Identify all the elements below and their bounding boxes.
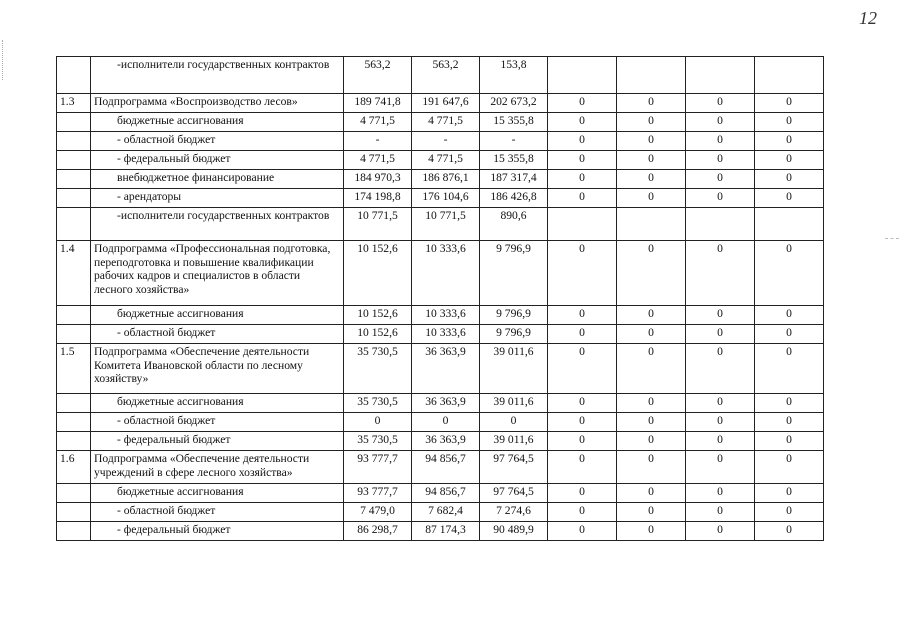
row-number: 1.4 [57, 241, 91, 306]
table-row [57, 394, 824, 413]
zero-cell: 0 [686, 413, 755, 432]
row-number [57, 170, 91, 189]
amount-cell: 184 970,3 [344, 170, 412, 189]
zero-cell: 0 [548, 132, 617, 151]
amount-cell: 10 333,6 [412, 306, 480, 325]
row-title: - областной бюджет [91, 503, 344, 522]
amount-cell: 10 333,6 [412, 325, 480, 344]
zero-cell: 0 [617, 170, 686, 189]
zero-cell: 0 [755, 241, 824, 306]
amount-cell: 10 152,6 [344, 306, 412, 325]
zero-cell: 0 [686, 503, 755, 522]
row-title: - арендаторы [91, 189, 344, 208]
amount-cell: 9 796,9 [480, 325, 548, 344]
amount-cell: 9 796,9 [480, 306, 548, 325]
zero-cell: 0 [755, 484, 824, 503]
row-number [57, 432, 91, 451]
amount-cell: 94 856,7 [412, 484, 480, 503]
zero-cell: 0 [686, 94, 755, 113]
zero-cell: 0 [755, 113, 824, 132]
amount-cell: - [480, 132, 548, 151]
amount-cell: 189 741,8 [344, 94, 412, 113]
zero-cell [755, 57, 824, 94]
row-number [57, 484, 91, 503]
row-title: - областной бюджет [91, 413, 344, 432]
amount-cell: 39 011,6 [480, 394, 548, 413]
amount-cell: 93 777,7 [344, 484, 412, 503]
zero-cell [755, 208, 824, 241]
row-title: -исполнители государственных контрактов [91, 208, 344, 241]
zero-cell: 0 [617, 132, 686, 151]
amount-cell: 10 771,5 [412, 208, 480, 241]
amount-cell: 97 764,5 [480, 451, 548, 484]
zero-cell [617, 208, 686, 241]
amount-cell: 0 [480, 413, 548, 432]
zero-cell: 0 [755, 306, 824, 325]
zero-cell: 0 [755, 394, 824, 413]
row-number [57, 394, 91, 413]
zero-cell: 0 [548, 94, 617, 113]
amount-cell: 186 426,8 [480, 189, 548, 208]
zero-cell: 0 [755, 325, 824, 344]
zero-cell: 0 [617, 325, 686, 344]
scan-edge-mark-right [885, 238, 899, 239]
zero-cell: 0 [686, 451, 755, 484]
zero-cell: 0 [548, 344, 617, 394]
scan-edge-mark [2, 40, 5, 80]
zero-cell: 0 [686, 344, 755, 394]
zero-cell: 0 [617, 522, 686, 541]
amount-cell: 36 363,9 [412, 432, 480, 451]
amount-cell: 10 152,6 [344, 241, 412, 306]
zero-cell: 0 [548, 325, 617, 344]
zero-cell: 0 [686, 325, 755, 344]
table-row [57, 413, 824, 432]
amount-cell: 187 317,4 [480, 170, 548, 189]
zero-cell: 0 [548, 189, 617, 208]
amount-cell: 4 771,5 [412, 113, 480, 132]
zero-cell: 0 [686, 189, 755, 208]
zero-cell: 0 [617, 451, 686, 484]
zero-cell: 0 [617, 189, 686, 208]
zero-cell: 0 [548, 113, 617, 132]
row-number [57, 189, 91, 208]
row-title: бюджетные ассигнования [91, 484, 344, 503]
row-title: -исполнители государственных контрактов [91, 57, 344, 94]
zero-cell [548, 57, 617, 94]
page-number: 12 [859, 8, 877, 28]
table-row [57, 325, 824, 344]
zero-cell: 0 [686, 113, 755, 132]
row-number [57, 57, 91, 94]
table-row [57, 241, 824, 306]
amount-cell: 4 771,5 [412, 151, 480, 170]
amount-cell: 10 771,5 [344, 208, 412, 241]
zero-cell: 0 [686, 132, 755, 151]
row-number: 1.6 [57, 451, 91, 484]
budget-table-body [57, 57, 824, 541]
zero-cell: 0 [617, 344, 686, 394]
amount-cell: 36 363,9 [412, 394, 480, 413]
zero-cell: 0 [617, 484, 686, 503]
row-number [57, 522, 91, 541]
zero-cell [617, 57, 686, 94]
zero-cell: 0 [548, 484, 617, 503]
zero-cell: 0 [755, 170, 824, 189]
zero-cell: 0 [686, 241, 755, 306]
zero-cell: 0 [686, 170, 755, 189]
amount-cell: 90 489,9 [480, 522, 548, 541]
amount-cell: 9 796,9 [480, 241, 548, 306]
zero-cell [686, 208, 755, 241]
table-row [57, 208, 824, 241]
amount-cell: 35 730,5 [344, 394, 412, 413]
row-title: Подпрограмма «Обеспечение деятельности Комитета Ивановской области по лесному хозяйству» [91, 344, 344, 394]
table-row [57, 151, 824, 170]
table-row [57, 432, 824, 451]
zero-cell: 0 [755, 503, 824, 522]
zero-cell: 0 [755, 151, 824, 170]
budget-table [56, 56, 824, 541]
zero-cell: 0 [548, 503, 617, 522]
zero-cell: 0 [617, 94, 686, 113]
amount-cell: 97 764,5 [480, 484, 548, 503]
amount-cell: 15 355,8 [480, 151, 548, 170]
zero-cell: 0 [617, 241, 686, 306]
zero-cell: 0 [755, 344, 824, 394]
table-row [57, 451, 824, 484]
zero-cell: 0 [755, 451, 824, 484]
row-number: 1.3 [57, 94, 91, 113]
table-row [57, 170, 824, 189]
amount-cell: 176 104,6 [412, 189, 480, 208]
table-row [57, 306, 824, 325]
amount-cell: 7 479,0 [344, 503, 412, 522]
row-number [57, 113, 91, 132]
row-title: - федеральный бюджет [91, 432, 344, 451]
zero-cell: 0 [755, 432, 824, 451]
zero-cell: 0 [548, 413, 617, 432]
amount-cell: 93 777,7 [344, 451, 412, 484]
table-row [57, 344, 824, 394]
amount-cell: 7 274,6 [480, 503, 548, 522]
zero-cell: 0 [686, 484, 755, 503]
amount-cell: 7 682,4 [412, 503, 480, 522]
amount-cell: 563,2 [412, 57, 480, 94]
amount-cell: 202 673,2 [480, 94, 548, 113]
row-title: Подпрограмма «Воспроизводство лесов» [91, 94, 344, 113]
amount-cell: 86 298,7 [344, 522, 412, 541]
amount-cell: - [412, 132, 480, 151]
row-number [57, 413, 91, 432]
zero-cell: 0 [548, 306, 617, 325]
zero-cell: 0 [686, 306, 755, 325]
amount-cell: 36 363,9 [412, 344, 480, 394]
row-title: бюджетные ассигнования [91, 394, 344, 413]
zero-cell: 0 [548, 151, 617, 170]
zero-cell: 0 [617, 151, 686, 170]
zero-cell: 0 [686, 151, 755, 170]
row-title: бюджетные ассигнования [91, 113, 344, 132]
zero-cell: 0 [617, 413, 686, 432]
row-title: - областной бюджет [91, 132, 344, 151]
amount-cell: 0 [412, 413, 480, 432]
zero-cell: 0 [686, 432, 755, 451]
zero-cell: 0 [617, 394, 686, 413]
row-title: внебюджетное финансирование [91, 170, 344, 189]
table-row [57, 503, 824, 522]
row-number [57, 208, 91, 241]
amount-cell: 87 174,3 [412, 522, 480, 541]
row-title: бюджетные ассигнования [91, 306, 344, 325]
zero-cell: 0 [548, 241, 617, 306]
table-row [57, 522, 824, 541]
zero-cell: 0 [548, 394, 617, 413]
amount-cell: 890,6 [480, 208, 548, 241]
amount-cell: 35 730,5 [344, 432, 412, 451]
amount-cell: 10 152,6 [344, 325, 412, 344]
zero-cell [548, 208, 617, 241]
table-row [57, 94, 824, 113]
zero-cell: 0 [755, 522, 824, 541]
row-title: Подпрограмма «Профессиональная подготовка, переподготовка и повышение квалификации рабочих кадров и специалистов в области лесного хозяйства» [91, 241, 344, 306]
table-row [57, 484, 824, 503]
amount-cell: 0 [344, 413, 412, 432]
row-number: 1.5 [57, 344, 91, 394]
zero-cell: 0 [755, 132, 824, 151]
zero-cell: 0 [548, 522, 617, 541]
zero-cell: 0 [617, 113, 686, 132]
amount-cell: 563,2 [344, 57, 412, 94]
row-number [57, 325, 91, 344]
zero-cell [686, 57, 755, 94]
amount-cell: 153,8 [480, 57, 548, 94]
row-title: Подпрограмма «Обеспечение деятельности учреждений в сфере лесного хозяйства» [91, 451, 344, 484]
zero-cell: 0 [755, 94, 824, 113]
zero-cell: 0 [617, 306, 686, 325]
row-title: - федеральный бюджет [91, 522, 344, 541]
table-row [57, 189, 824, 208]
amount-cell: 4 771,5 [344, 113, 412, 132]
amount-cell: 191 647,6 [412, 94, 480, 113]
row-number [57, 151, 91, 170]
zero-cell: 0 [755, 189, 824, 208]
zero-cell: 0 [617, 503, 686, 522]
row-title: - федеральный бюджет [91, 151, 344, 170]
amount-cell: 174 198,8 [344, 189, 412, 208]
zero-cell: 0 [617, 432, 686, 451]
amount-cell: 186 876,1 [412, 170, 480, 189]
row-number [57, 503, 91, 522]
amount-cell: - [344, 132, 412, 151]
table-row [57, 113, 824, 132]
zero-cell: 0 [755, 413, 824, 432]
amount-cell: 39 011,6 [480, 432, 548, 451]
amount-cell: 39 011,6 [480, 344, 548, 394]
row-number [57, 132, 91, 151]
zero-cell: 0 [686, 522, 755, 541]
zero-cell: 0 [548, 432, 617, 451]
amount-cell: 15 355,8 [480, 113, 548, 132]
table-row [57, 132, 824, 151]
amount-cell: 4 771,5 [344, 151, 412, 170]
row-number [57, 306, 91, 325]
amount-cell: 10 333,6 [412, 241, 480, 306]
table-row [57, 57, 824, 94]
row-title: - областной бюджет [91, 325, 344, 344]
zero-cell: 0 [548, 451, 617, 484]
amount-cell: 94 856,7 [412, 451, 480, 484]
zero-cell: 0 [686, 394, 755, 413]
amount-cell: 35 730,5 [344, 344, 412, 394]
zero-cell: 0 [548, 170, 617, 189]
